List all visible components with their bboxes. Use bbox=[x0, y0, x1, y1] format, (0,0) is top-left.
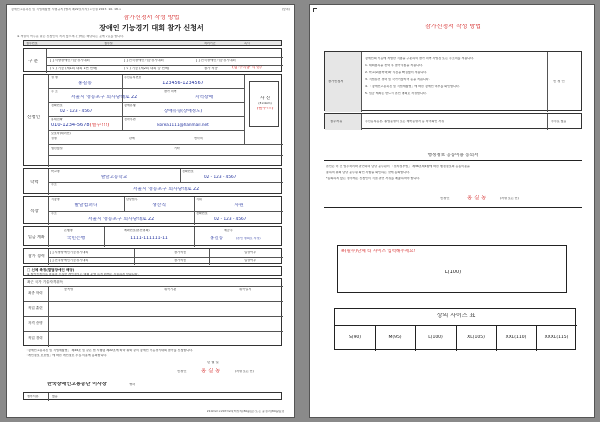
instructions-label: 참가신청서 bbox=[328, 80, 344, 83]
selected-job[interactable]: (참가직종 작성) bbox=[232, 66, 262, 70]
consent-sign-label: 신청인 bbox=[440, 197, 450, 200]
receipt-row bbox=[23, 40, 282, 46]
history-title: 최근 국가 기술자격취득 bbox=[27, 280, 64, 284]
name-value[interactable]: 홍길동 bbox=[78, 81, 92, 86]
guard-phone: 연락처 bbox=[194, 137, 203, 140]
instruction-line-6: 5. 입금 계좌는 반드시 본인 명의로 작성합니다. bbox=[365, 92, 427, 95]
mobile-label: 휴대전화 bbox=[51, 118, 63, 121]
form-page-front bbox=[6, 4, 295, 418]
sign-date: 년 월 일 bbox=[207, 361, 219, 364]
holder-note: (본인 명의로 작성) bbox=[236, 237, 261, 240]
size-xl: XL(105) bbox=[467, 335, 485, 340]
header-right: (앞쪽) bbox=[281, 8, 290, 11]
history-section bbox=[23, 278, 282, 346]
history-col-3: 취득일자 bbox=[239, 288, 252, 291]
exp-row-2[interactable]: [ ] 전국장애인기능경기대회 bbox=[50, 259, 89, 262]
school-label: 학력 bbox=[30, 180, 39, 185]
gender-label: 기타 bbox=[174, 147, 180, 150]
consent-detail: ※ 참가신청서를 통하여 수집한 개인정보는 대회 운영 목적 외에는 사용하지 않습니다. bbox=[27, 272, 139, 276]
shirt-value[interactable]: L(100) bbox=[444, 270, 462, 275]
size-s: S(90) bbox=[348, 335, 362, 340]
holder-label: 예금주 bbox=[224, 229, 233, 232]
phone-label: 전화번호 bbox=[51, 104, 63, 107]
note-line: ※ 색깔이 어두운 란은 신청인이 적지 않으며, [ ]에는 해당되는 곳에 √표를 합니다. bbox=[17, 35, 125, 38]
receipt-label-2: 접수일 bbox=[104, 42, 113, 45]
history-col-1: 종목명 bbox=[64, 288, 74, 291]
attach-value: 없음 bbox=[52, 395, 58, 398]
exp-label: 참가 경력 bbox=[28, 254, 45, 258]
instruction-line-1: 장애인의 기능에 적합한 직종을 구분하여 참가 지역 사업장 또는 주소지를 적습니다. bbox=[365, 57, 475, 60]
shirt-size-box[interactable] bbox=[337, 245, 567, 293]
job[interactable]: 생산직 bbox=[152, 203, 166, 208]
guard-name: 성명 bbox=[51, 137, 57, 140]
receipt-label-3: 처리기간 bbox=[204, 42, 216, 45]
holder-value[interactable]: 홍길동 bbox=[210, 236, 224, 241]
bank-name-label: 은행명 bbox=[64, 229, 73, 232]
attach-label: 첨부서류 bbox=[27, 395, 39, 398]
experience-section bbox=[23, 248, 282, 264]
attachments-line: 주민등록등본, 졸업증명서 또는 재학증명서 등 자격확인 서류 bbox=[365, 120, 445, 123]
bank-label: 입금 계좌 bbox=[28, 235, 45, 239]
disab-value[interactable]: 장애유형(장애정도) bbox=[163, 109, 203, 114]
acct-label: 계좌번호(본인명의) bbox=[124, 229, 150, 232]
form-page-back bbox=[309, 4, 595, 418]
school-addr[interactable]: 서울시 영등포구 의사당대로 22 bbox=[132, 187, 200, 192]
size-xxxl: XXXL(115) bbox=[544, 335, 569, 340]
consent-sign-suffix: (서명 또는 인) bbox=[500, 197, 519, 200]
instruction-line-3: 2. 학교(최종학력)와 직장을 빠짐없이 적습니다. bbox=[365, 71, 428, 74]
addr-value[interactable]: 서울시 영등포구 의사당대로 22 bbox=[70, 95, 138, 100]
school-name[interactable]: 발달고등학교 bbox=[100, 175, 128, 180]
sign-name[interactable]: 홍 길 동 bbox=[201, 368, 221, 374]
attachments-right: 수수료 없음 bbox=[551, 120, 567, 123]
header-small: 장애인고용촉진 및 직업재활법 시행규칙 [별지 제22호서식] <신설 2017. 10. 18.> bbox=[11, 8, 122, 11]
consent-text[interactable]: □ 신체 측정(발달장애인 해당) bbox=[27, 268, 75, 272]
bottom-right-note: 210mm×297mm[백상지(80g/㎡) 또는 중질지(80g/㎡)] bbox=[206, 410, 284, 413]
work-phone-label: 전화번호 bbox=[196, 212, 208, 215]
work-addr-label: 주소 bbox=[51, 212, 57, 215]
company[interactable]: 발달컴퍼니 bbox=[74, 203, 98, 208]
job-label: 담당업무 bbox=[126, 198, 138, 201]
size-m: M(95) bbox=[388, 335, 402, 340]
work-addr[interactable]: 서울시 영등포구 의사당대로 22 bbox=[87, 217, 155, 222]
mobile-value[interactable] bbox=[51, 123, 109, 129]
work-label: 직장 bbox=[30, 209, 39, 214]
instruction-line-2: 1. 대회종목을 선택 후 참가직종을 적습니다. bbox=[365, 64, 423, 67]
category-option-2[interactable]: [ ] 전국장애인기능경기대회 bbox=[124, 59, 164, 62]
category-row2-1[interactable]: ( √ ) 기능 (제1회 대회 1번 선택) bbox=[50, 67, 98, 70]
category-row2-2[interactable]: ( √ ) 기능 (제2회 대회 중 선택) bbox=[124, 67, 170, 70]
size-table-title: 상의 사이즈 표 bbox=[436, 313, 476, 319]
rrn-value[interactable]: 123456-1234567 bbox=[162, 81, 204, 86]
recipient-suffix: 귀하 bbox=[129, 383, 136, 386]
consent-text-2: 통하여 위의 담당 공무원 확인 사항을 확인하는 것에 동의합니다. bbox=[326, 171, 410, 174]
category-label: 구 분 bbox=[28, 59, 39, 64]
main-title: 장애인 기능경기 대회 참가 신청서 bbox=[99, 24, 204, 32]
disab-label: 장애유형 bbox=[124, 104, 136, 107]
guard-rel: 관계 bbox=[129, 137, 135, 140]
school-addr-label: 주소 bbox=[51, 183, 57, 186]
consent-row bbox=[23, 266, 282, 276]
history-row-2: 직업 훈련 bbox=[28, 306, 43, 310]
size-xxl: XXL(110) bbox=[505, 335, 527, 340]
photo-title: 사 진 bbox=[259, 96, 271, 101]
exp-col-2a: 입상여부 bbox=[244, 251, 257, 254]
consent-text-3: *동의하지 않는 경우에는 신청인이 직접 관련 서류를 제출하여야 합니다. bbox=[326, 177, 421, 180]
history-row-1: 최종 학력 bbox=[28, 291, 43, 295]
exp-col-2b: 입상여부 bbox=[244, 259, 257, 262]
guard-label: 보호자(대리인) bbox=[51, 132, 71, 135]
bank-name[interactable]: 국민은행 bbox=[66, 236, 86, 241]
bank-section bbox=[23, 226, 282, 246]
birth-label: 생년월일 bbox=[51, 147, 63, 150]
history-col-2: 취득기관 bbox=[164, 288, 177, 291]
instruction-line-5: 4. 「장애인고용촉진 및 직업재활법」에 따른 장애인 여부를 확인합니다. bbox=[365, 85, 460, 88]
applicant-label: 신청인 bbox=[27, 115, 41, 120]
school-section bbox=[23, 168, 282, 194]
category-option-1[interactable]: [ ] 지방장애인기능경기대회 bbox=[50, 59, 90, 62]
phone-value[interactable]: 02 - 123 - 4567 bbox=[60, 109, 93, 113]
school-phone[interactable]: 02 - 123 - 4567 bbox=[204, 175, 237, 179]
corner-mark bbox=[313, 8, 317, 12]
work-phone[interactable]: 02 - 123 - 4567 bbox=[214, 217, 247, 221]
receipt-label-1: 접수번호 bbox=[26, 42, 38, 45]
region-value[interactable]: 지역장애 bbox=[194, 95, 214, 100]
footer-note-2: 「개인정보 보호법」에 따른 개인정보 수집·이용에 동의합니다. bbox=[25, 354, 108, 357]
sign-suffix: (서명 또는 인) bbox=[235, 370, 254, 373]
instructions-right: 신 청 인 bbox=[553, 80, 565, 83]
applicant-section bbox=[23, 74, 282, 166]
instructions-block bbox=[324, 51, 582, 111]
attachments-block bbox=[324, 113, 582, 129]
consent-sign-name[interactable]: 홍 길 동 bbox=[467, 195, 487, 201]
history-row-3: 자격 증명 bbox=[28, 321, 43, 325]
consent-text-1: 본인은 이 건 업무처리와 관련하여 담당 공무원이 「전자정부법」 제36조제1항에 따른 행정정보의 공동이용을 bbox=[326, 165, 470, 168]
school-name-label: 학교명 bbox=[51, 170, 60, 173]
rrn-label: 주민등록번호 bbox=[124, 76, 142, 79]
size-l: L(100) bbox=[428, 335, 443, 340]
mobile-number: 010-1234-5678 bbox=[51, 123, 90, 128]
footer-note-1: 「장애인고용촉진 및 직업재활법」 제26조 및 같은 법 시행령 제22조에 따라 위와 같이 장애인 기능경기대회 참가를 신청합니다. bbox=[25, 349, 193, 352]
size-table bbox=[334, 308, 576, 350]
name-label: 성 명 bbox=[51, 76, 58, 79]
exp-row-1[interactable]: [ ] 지방장애인기능경기대회 bbox=[50, 251, 89, 254]
receipt-value: 즉시 bbox=[244, 42, 250, 45]
recipient: 한국장애인고용공단 이사장 bbox=[47, 382, 107, 387]
photo-box[interactable] bbox=[249, 81, 279, 127]
shirt-prompt: ※(필수)단체 티 사이즈 입력해주세요! bbox=[341, 249, 416, 254]
exp-col-1b: 참가직종 bbox=[174, 259, 187, 262]
photo-note: (필수!!!) bbox=[256, 107, 274, 111]
company-label: 직장명 bbox=[51, 198, 60, 201]
consent-title: 행정정보 공동이용 동의서 bbox=[427, 153, 479, 158]
work-section bbox=[23, 196, 282, 224]
sign-label: 신청인 bbox=[177, 370, 187, 373]
region-label: 참가 지역 bbox=[164, 90, 177, 93]
category-option-3[interactable]: [ ] 전국장애인기능경기대회 bbox=[196, 59, 236, 62]
category-section bbox=[23, 48, 282, 72]
email-value[interactable]: korea1111@hanmail.net bbox=[157, 123, 209, 127]
page2-title: 참가신청서 작성 방법 bbox=[425, 24, 481, 30]
attachments-label: 첨부서류 bbox=[330, 120, 343, 123]
acct-value[interactable]: 1111-111111-11 bbox=[130, 236, 168, 241]
photo-size: (3×4cm) bbox=[258, 102, 272, 105]
category-row2-3: 참가 직종 bbox=[204, 67, 218, 70]
instruction-line-4: 3. 직업훈련 경력 및 국가기술자격 등을 적습니다. bbox=[365, 78, 430, 81]
mobile-note: (필수!!!) bbox=[89, 123, 110, 128]
exp-col-1a: 참가직종 bbox=[174, 251, 187, 254]
history-row-4: 직업 경력 bbox=[28, 336, 43, 340]
pos[interactable]: 사원 bbox=[234, 203, 244, 208]
email-label: 전자우편 bbox=[124, 118, 136, 121]
top-title: 참가신청서 작성 방법 bbox=[123, 15, 180, 21]
pos-label: 직위 bbox=[196, 198, 202, 201]
addr-label: 주 소 bbox=[51, 90, 58, 93]
school-phone-label: 전화번호 bbox=[182, 170, 194, 173]
attach-row bbox=[23, 392, 282, 400]
